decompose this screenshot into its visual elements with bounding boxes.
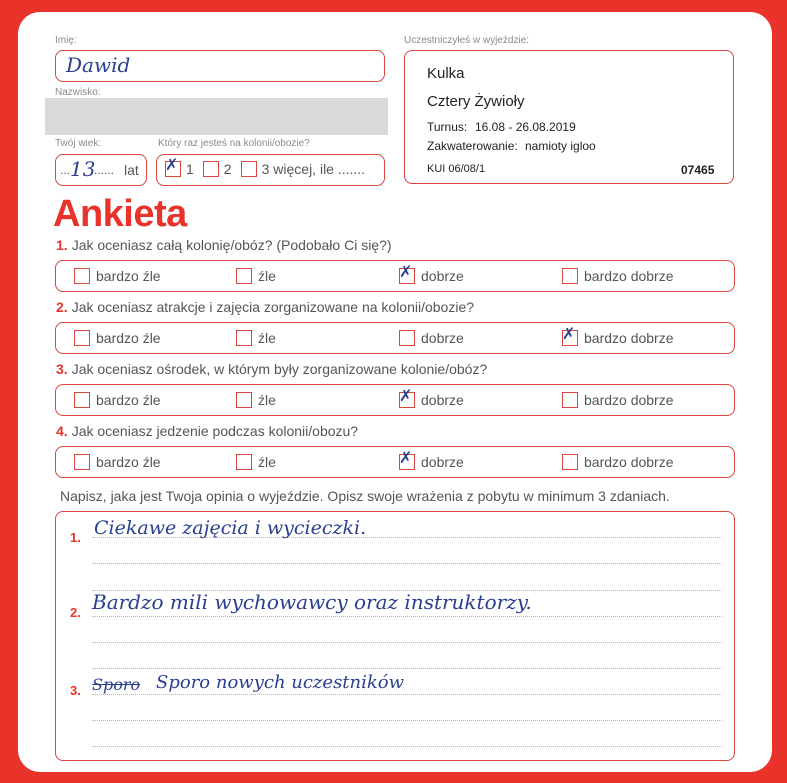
answer-checkbox[interactable] xyxy=(236,392,252,408)
age-value: 13 xyxy=(70,157,96,181)
opinion-text-1: Ciekawe zajęcia i wycieczki. xyxy=(94,517,367,539)
question-text: Jak oceniasz jedzenie podczas kolonii/obozu? xyxy=(71,423,359,439)
answer-option[interactable] xyxy=(74,454,161,470)
answer-checkbox[interactable] xyxy=(236,268,252,284)
answer-label: bardzo dobrze xyxy=(584,268,674,284)
answer-option[interactable] xyxy=(399,448,464,470)
answer-option[interactable] xyxy=(562,268,674,284)
visit-count-label: Który raz jesteś na kolonii/obozie? xyxy=(158,138,310,149)
writing-line xyxy=(92,563,722,564)
question-1-options xyxy=(55,260,735,292)
surname-redacted xyxy=(45,98,388,135)
question-1-title xyxy=(56,237,392,253)
answer-checkbox[interactable] xyxy=(399,448,415,470)
answer-label: bardzo źle xyxy=(96,454,161,470)
answer-checkbox[interactable] xyxy=(74,392,90,408)
answer-checkbox[interactable] xyxy=(399,330,415,346)
accommodation-value: namioty igloo xyxy=(525,139,596,153)
answer-option[interactable] xyxy=(236,268,276,284)
answer-checkbox[interactable] xyxy=(562,392,578,408)
writing-line xyxy=(92,668,722,669)
answer-option[interactable] xyxy=(562,454,674,470)
name-field[interactable] xyxy=(55,50,385,82)
answer-option[interactable] xyxy=(236,392,276,408)
answer-checkbox[interactable] xyxy=(74,330,90,346)
visit-count-field xyxy=(156,154,385,186)
answer-label: dobrze xyxy=(421,454,464,470)
age-dots-suffix: ...... xyxy=(94,163,115,177)
answer-option[interactable] xyxy=(562,392,674,408)
checkmark-icon: ✗ xyxy=(399,448,413,467)
answer-label: dobrze xyxy=(421,392,464,408)
accommodation-label: Zakwaterowanie: xyxy=(427,139,518,153)
visit-count-1-checkbox[interactable] xyxy=(165,155,181,177)
answer-checkbox[interactable] xyxy=(562,454,578,470)
question-number: 1. xyxy=(56,237,68,253)
answer-option[interactable] xyxy=(74,268,161,284)
question-text: Jak oceniasz atrakcje i zajęcia zorganizowane na kolonii/obozie? xyxy=(71,299,475,315)
answer-label: bardzo dobrze xyxy=(584,454,674,470)
checkmark-icon: ✗ xyxy=(165,155,179,174)
writing-line xyxy=(92,642,722,643)
answer-option[interactable] xyxy=(236,330,276,346)
name-value: Dawid xyxy=(66,53,131,77)
answer-label: dobrze xyxy=(421,268,464,284)
answer-label: dobrze xyxy=(421,330,464,346)
writing-line xyxy=(92,720,722,721)
answer-checkbox[interactable] xyxy=(74,268,90,284)
visit-count-2-label: 2 xyxy=(223,161,232,177)
writing-line xyxy=(92,694,722,695)
writing-line xyxy=(92,746,722,747)
answer-checkbox[interactable] xyxy=(399,262,415,284)
answer-option[interactable] xyxy=(399,262,464,284)
turnus-code: KUI 06/08/1 xyxy=(427,163,486,175)
opinion-strikethrough: Sporo xyxy=(92,675,141,694)
turnus-label: Turnus: xyxy=(427,120,468,134)
question-number: 4. xyxy=(56,423,68,439)
question-2-options xyxy=(55,322,735,354)
visit-count-2-checkbox[interactable] xyxy=(203,161,219,177)
visit-count-1-label: 1 xyxy=(186,161,194,177)
opinion-number-2: 2. xyxy=(70,605,81,620)
form-number: 07465 xyxy=(681,163,715,177)
visit-count-3-label: 3 więcej, ile ....... xyxy=(261,161,366,177)
answer-label: bardzo źle xyxy=(96,392,161,408)
answer-option[interactable] xyxy=(399,386,464,408)
answer-checkbox[interactable] xyxy=(562,268,578,284)
answer-checkbox[interactable] xyxy=(74,454,90,470)
opinion-text-2: Bardzo mili wychowawcy oraz instruktorzy. xyxy=(92,590,532,614)
question-4-options xyxy=(55,446,735,478)
question-number: 2. xyxy=(56,299,68,315)
answer-option[interactable] xyxy=(562,324,674,346)
camp-program: Cztery Żywioły xyxy=(427,93,525,110)
writing-line xyxy=(92,616,722,617)
opinion-number-3: 3. xyxy=(70,683,81,698)
question-3-title xyxy=(56,361,487,377)
camp-name: Kulka xyxy=(427,65,465,82)
question-text: Jak oceniasz ośrodek, w którym były zorganizowane kolonie/obóz? xyxy=(71,361,488,377)
answer-checkbox[interactable] xyxy=(562,324,578,346)
checkmark-icon: ✗ xyxy=(399,262,413,281)
answer-option[interactable] xyxy=(74,392,161,408)
checkmark-icon: ✗ xyxy=(562,324,576,343)
age-unit: lat xyxy=(124,162,139,178)
answer-label: bardzo dobrze xyxy=(584,330,674,346)
answer-checkbox[interactable] xyxy=(236,330,252,346)
question-3-options xyxy=(55,384,735,416)
page-title: Ankieta xyxy=(53,193,187,235)
answer-option[interactable] xyxy=(399,330,464,346)
opinion-text-3: Sporo nowych uczestników xyxy=(156,672,405,693)
answer-checkbox[interactable] xyxy=(236,454,252,470)
participation-box xyxy=(404,50,734,184)
surname-label: Nazwisko: xyxy=(55,87,101,98)
answer-label: źle xyxy=(258,454,276,470)
answer-option[interactable] xyxy=(236,454,276,470)
question-2-title xyxy=(56,299,474,315)
opinion-box[interactable] xyxy=(55,511,735,761)
age-label: Twój wiek: xyxy=(55,138,102,149)
question-text: Jak oceniasz całą kolonię/obóz? (Podobało Ci się?) xyxy=(71,237,392,253)
age-field[interactable] xyxy=(55,154,147,186)
answer-option[interactable] xyxy=(74,330,161,346)
age-dots-prefix: ... xyxy=(60,163,71,177)
answer-label: źle xyxy=(258,268,276,284)
opinion-number-1: 1. xyxy=(70,530,81,545)
name-label: Imię: xyxy=(55,35,77,46)
turnus-value: 16.08 - 26.08.2019 xyxy=(475,120,576,134)
answer-label: bardzo źle xyxy=(96,268,161,284)
answer-label: bardzo dobrze xyxy=(584,392,674,408)
participation-label: Uczestniczyłeś w wyjeździe: xyxy=(404,35,530,46)
question-number: 3. xyxy=(56,361,68,377)
visit-count-3-checkbox[interactable] xyxy=(241,161,257,177)
answer-label: źle xyxy=(258,392,276,408)
answer-checkbox[interactable] xyxy=(399,386,415,408)
answer-label: bardzo źle xyxy=(96,330,161,346)
question-4-title xyxy=(56,423,358,439)
checkmark-icon: ✗ xyxy=(399,386,413,405)
opinion-prompt: Napisz, jaka jest Twoja opinia o wyjeździe. Opisz swoje wrażenia z pobytu w minimum 3 zdaniach. xyxy=(60,488,670,504)
answer-label: źle xyxy=(258,330,276,346)
